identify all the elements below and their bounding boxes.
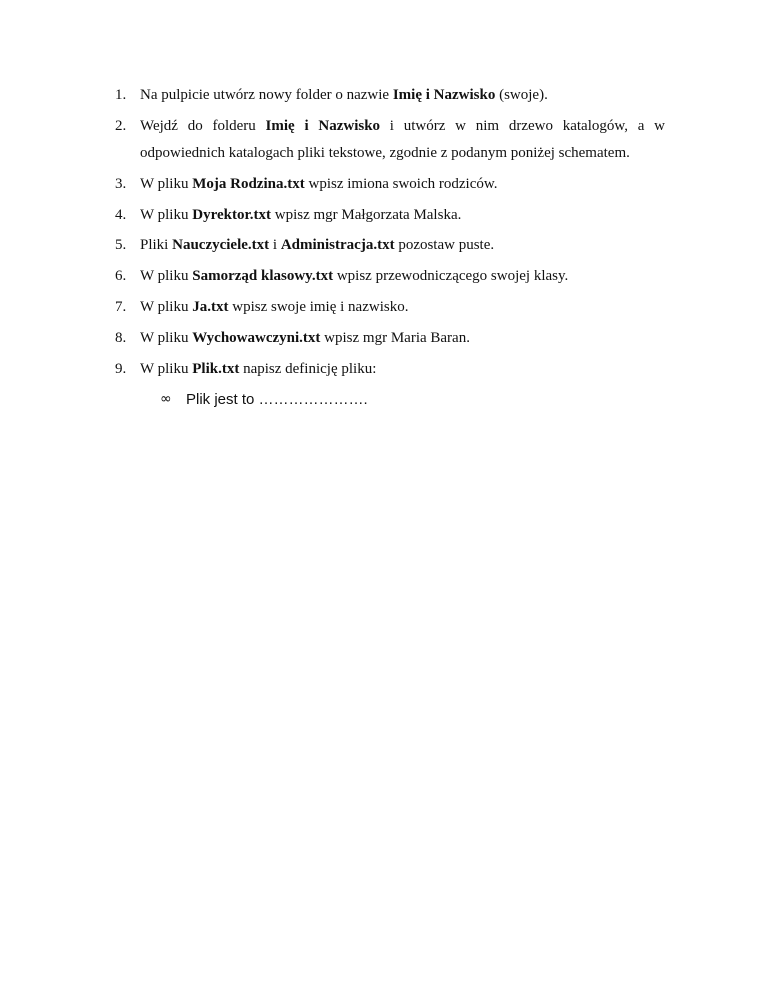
list-item-text: [140, 328, 665, 349]
text-segment: W pliku: [140, 298, 193, 315]
list-item: [115, 174, 665, 195]
bold-text: Nauczyciele.txt: [172, 237, 270, 254]
list-item-number: 7.: [115, 298, 127, 315]
list-item: [115, 297, 665, 318]
bold-text: Imię i Nazwisko: [392, 87, 496, 103]
text-segment: Pliki: [140, 237, 173, 254]
list-item-text: [140, 85, 665, 106]
text-segment: napisz definicję pliku:: [239, 360, 377, 377]
list-item-text: [140, 235, 665, 256]
list-item-text: [140, 113, 665, 168]
list-item: [115, 85, 665, 106]
list-item-number: 8.: [115, 329, 127, 346]
list-item-text: [140, 359, 665, 380]
bold-text: Ja.txt: [192, 298, 229, 315]
bold-text: Administracja.txt: [280, 237, 395, 254]
list-item-text: [140, 174, 665, 195]
text-segment: wpisz mgr Małgorzata Malska.: [270, 206, 462, 223]
list-item-text: [140, 205, 665, 226]
bold-text: Moja Rodzina.txt: [192, 175, 305, 192]
list-item-number: 3.: [115, 175, 127, 192]
bold-text: Plik.txt: [192, 360, 240, 377]
bold-text: Imię i Nazwisko: [265, 117, 381, 134]
list-item: [115, 235, 665, 256]
text-segment: Na pulpicie utwórz nowy folder o nazwie: [140, 87, 393, 103]
list-item: [115, 328, 665, 349]
text-segment: W pliku: [140, 268, 193, 285]
list-item-number: 5.: [115, 237, 127, 254]
text-segment: W pliku: [140, 175, 193, 192]
text-segment: (swoje).: [495, 87, 548, 103]
text-segment: wpisz mgr Maria Baran.: [320, 329, 470, 346]
instruction-list: [115, 85, 665, 410]
list-item-number: 6.: [115, 268, 127, 285]
text-segment: Wejdź do folderu: [140, 117, 266, 134]
text-segment: wpisz imiona swoich rodziców.: [304, 175, 498, 192]
text-segment: i utwórz w nim drzewo katalogów, a w odpowiednich katalogach pliki tekstowe, zgodnie z podanym poniżej schematem.: [140, 117, 665, 162]
list-item-text: [140, 297, 665, 318]
list-item-number: 1.: [115, 87, 127, 103]
list-item-text: [140, 266, 665, 287]
text-segment: i: [269, 237, 281, 254]
text-segment: W pliku: [140, 360, 193, 377]
list-item: [115, 359, 665, 380]
list-item-number: 9.: [115, 360, 127, 377]
text-segment: pozostaw puste.: [394, 237, 495, 254]
sub-bullet-item: [115, 389, 665, 410]
text-segment: W pliku: [140, 329, 193, 346]
list-item: [115, 266, 665, 287]
infinity-bullet-icon: ∞: [160, 391, 172, 408]
bold-text: Dyrektor.txt: [192, 206, 271, 223]
bold-text: Wychowawczyni.txt: [192, 329, 321, 346]
list-item-number: 4.: [115, 206, 127, 223]
list-item: [115, 205, 665, 226]
list-item: [115, 116, 665, 168]
text-segment: wpisz przewodniczącego swojej klasy.: [333, 268, 569, 285]
text-segment: wpisz swoje imię i nazwisko.: [228, 298, 409, 315]
text-segment: W pliku: [140, 206, 193, 223]
list-item-number: 2.: [115, 117, 127, 134]
sub-bullet-text: Plik jest to ………………….: [186, 391, 368, 409]
bold-text: Samorząd klasowy.txt: [192, 268, 334, 285]
